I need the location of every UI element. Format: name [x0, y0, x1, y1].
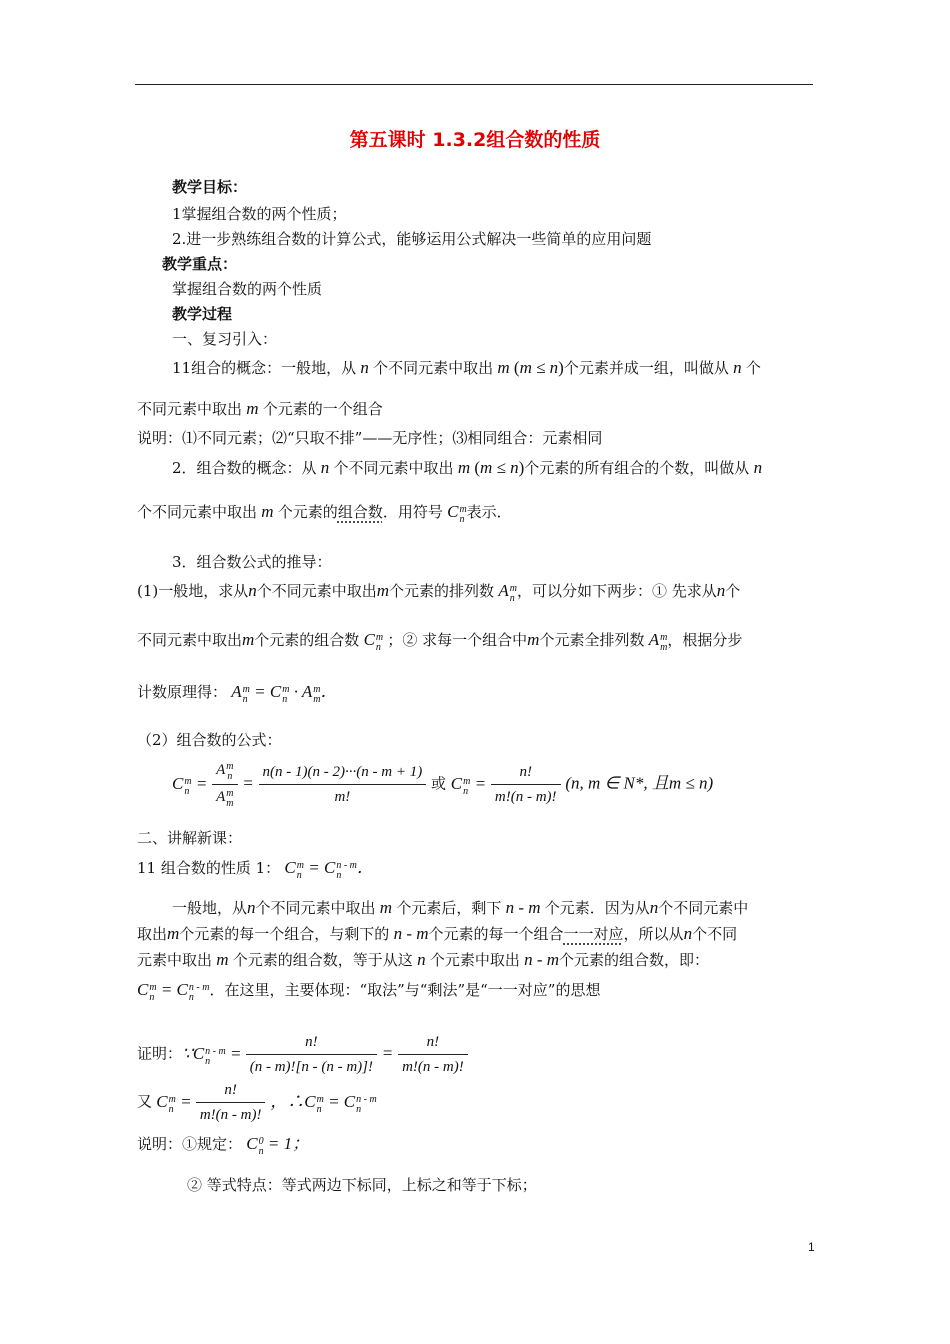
proof-line: 证明：∵C n - m n = $\frac{n!}{(n - m)![n - (n - m)]!}$ = $\frac{n!}{m!(n - m)!}$	[137, 1032, 468, 1077]
formula-heading: （2）组合数的公式：	[137, 731, 282, 749]
derive-line-1: (1)一般地，求从n个不同元素中取出m个元素的排列数 A m n ，可以分如下两步：① 先求从n个	[137, 581, 741, 604]
page-title: 第五课时 1.3.2组合数的性质	[349, 129, 601, 151]
para-line-4: C m n = C n - m n ．在这里，主要体现：“取法”与“剩法”是“一一对应”的思想	[137, 980, 601, 1003]
para-line-3: 元素中取出 m 个元素的组合数，等于从这 n 个元素中取出 n - m个元素的组合数，即：	[137, 950, 710, 969]
note-3: ② 等式特点：等式两边下标同，上标之和等于下标；	[187, 1176, 537, 1194]
key-heading: 教学重点：	[162, 255, 238, 273]
derive-line-3: 计数原理得： A m n = C m n · A m m ．	[137, 682, 338, 705]
goal-2: 2.进一步熟练组合数的计算公式，能够运用公式解决一些简单的应用问题	[172, 230, 652, 248]
key-1: 掌握组合数的两个性质	[172, 280, 323, 298]
para-line-2: 取出m个元素的每一个组合，与剩下的 n - m个元素的每一个组合一一对应，所以从n个不同	[137, 924, 738, 943]
goal-1: 1掌握组合数的两个性质；	[172, 205, 347, 223]
concept-2-cont: 个不同元素中取出 m 个元素的组合数．用符号 C m n 表示．	[137, 502, 512, 525]
concept-1-cont: 不同元素中取出 m 个元素的一个组合	[137, 399, 383, 418]
also-line: 又 C m n = $\frac{n!}{m!(n - m)!}$ ，∴C m n = C n - m n	[137, 1082, 377, 1123]
goals-heading: 教学目标：	[172, 178, 248, 196]
para-line-1: 一般地，从n个不同元素中取出 m 个元素后，剩下 n - m 个元素．因为从n个不同元素中	[172, 898, 749, 917]
review-heading: 一、复习引入：	[172, 330, 278, 348]
process-heading: 教学过程	[172, 305, 233, 323]
derive-heading: 3．组合数公式的推导：	[172, 553, 332, 571]
header-rule	[135, 84, 813, 85]
note-2: 说明：①规定： C 0 n = 1；	[137, 1134, 310, 1157]
property-1: 11 组合数的性质 1： C m n = C n - m n ．	[137, 858, 374, 881]
page-number: 1	[808, 1240, 815, 1254]
derive-line-2: 不同元素中取出m个元素的组合数 C m n ；② 求每一个组合中m个元素全排列数 A m m ，根据分步	[137, 630, 743, 653]
combination-formula: C m n = A m n A m m = $\frac{n(n - 1)(n - 2)\cdot\cdot\cdot(n - m + 1)}{m!}$ 或 C m n = $\frac{n!}{m!(n - m)!}$ (n, m ∈ N*, 且m ≤ n)	[172, 761, 714, 809]
new-heading: 二、讲解新课：	[137, 829, 243, 847]
concept-1-line: 11组合的概念：一般地，从 n 个不同元素中取出 m (m ≤ n)个元素并成一组，叫做从 n 个	[172, 358, 761, 377]
concept-2-line: 2．组合数的概念：从 n 个不同元素中取出 m (m ≤ n)个元素的所有组合的个数，叫做从 n	[172, 458, 763, 477]
note-1: 说明：⑴不同元素；⑵“只取不排”——无序性；⑶相同组合：元素相同	[137, 429, 603, 447]
